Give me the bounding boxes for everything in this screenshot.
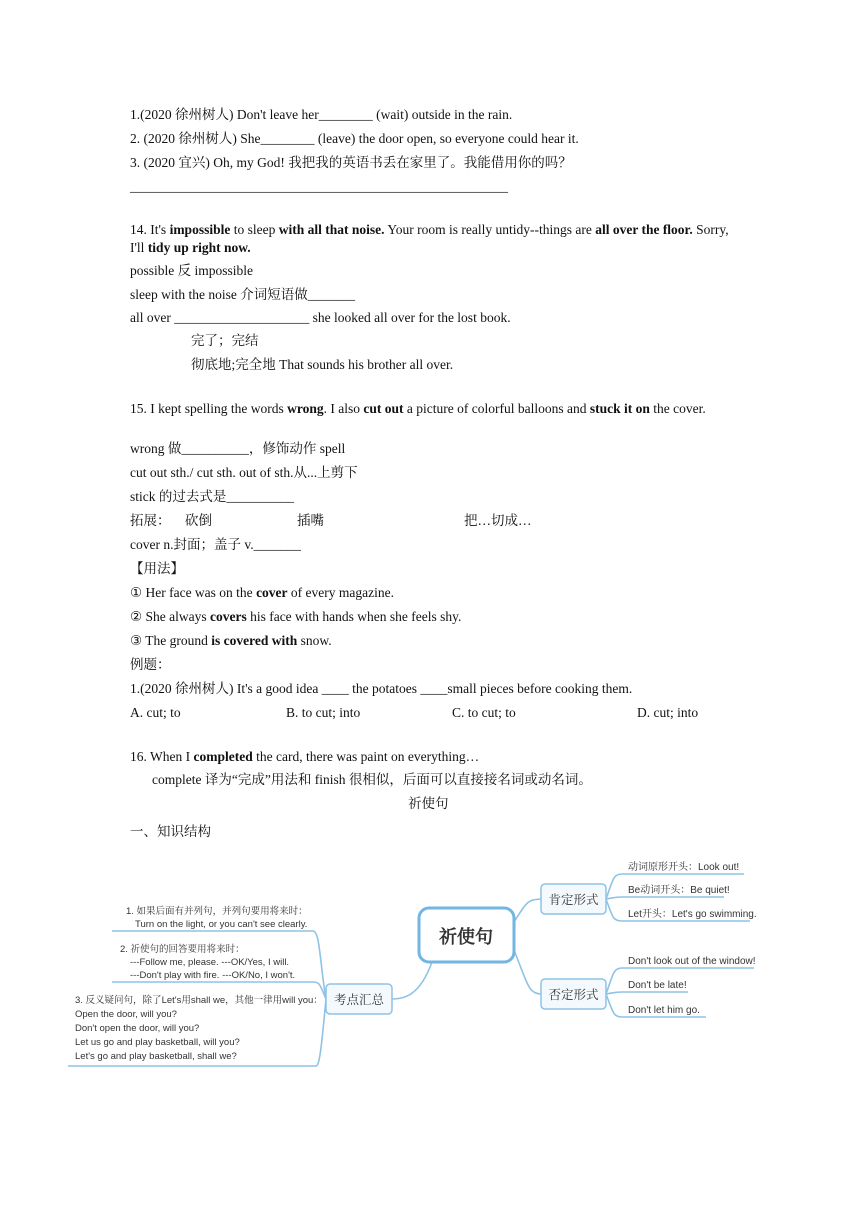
summary-3-example-4: Let's go and play basketball, shall we? [75,1051,237,1062]
option-b: B. to cut; into [286,705,361,720]
usage-3: ③ The ground is covered with snow. [130,633,332,648]
exercise-line-3: 3. (2020 宜兴) Oh, my God! 我把我的英语书丢在家里了。我能借用你的吗？ [130,155,572,170]
summary-3-title: 3. 反义疑问句，除了Let's用shall we，其他一律用will you： [75,995,323,1006]
example-title: 例题： [130,657,171,672]
option-a: A. cut; to [130,705,181,720]
item-15-note-2: cut out sth./ cut sth. out of sth.从...上剪下 [130,465,358,480]
item-16-sentence: 16. When I completed the card, there was paint on everything… [130,749,480,764]
mindmap-positive-leaf-1: 动词原形开头：Look out! [628,862,740,873]
subsection-title: 一、知识结构 [130,824,211,839]
exercise-line-2: 2. (2020 徐州树人) She________ (leave) the door open, so everyone could hear it. [130,131,579,146]
usage-title: 【用法】 [130,561,184,576]
item-14-sentence: 14. It's impossible to sleep with all that noise. Your room is really untidy--things are all over the floor. Sorry, I'll tidy up right now. [130,222,729,255]
summary-2-example-1: ---Follow me, please. ---OK/Yes, I will. [130,957,290,968]
summary-1-example: Turn on the light, or you can't see clearly. [135,919,308,930]
item-15-extension-1: 砍倒 [185,513,212,528]
summary-3-example-3: Let us go and play basketball, will you? [75,1037,240,1048]
summary-3-example-2: Don't open the door, will you? [75,1023,200,1034]
option-d: D. cut; into [637,705,699,720]
summary-2-example-2: ---Don't play with fire. ---OK/No, I won't. [130,970,296,981]
mindmap-negative-leaf-1: Don't look out of the window! [628,956,756,967]
item-15-sentence: 15. I kept spelling the words wrong. I also cut out a picture of colorful balloons and stuck it on the cover. [130,401,706,416]
section-title: 祈使句 [408,796,449,811]
item-14-note-4: 完了；完结 [191,333,259,348]
item-15-extension-label: 拓展： [130,513,171,528]
summary-1-title: 1. 如果后面有并列句，并列句要用将来时： [126,906,308,917]
mindmap-negative-leaf-2: Don't be late! [628,980,687,991]
exercise-line-1: 1.(2020 徐州树人) Don't leave her________ (wait) outside in the rain. [130,107,513,122]
usage-2: ② She always covers his face with hands when she feels shy. [130,609,462,624]
item-15-note-4: cover n.封面；盖子 v._______ [130,537,301,552]
mindmap-negative-label: 否定形式 [548,988,599,1002]
mindmap-summary-label: 考点汇总 [333,993,385,1007]
mindmap-center-label: 祈使句 [439,927,493,947]
summary-3-example-1: Open the door, will you? [75,1009,177,1020]
usage-1: ① Her face was on the cover of every magazine. [130,585,394,600]
item-15-note-3: stick 的过去式是__________ [130,489,294,504]
mindmap-negative-leaf-3: Don't let him go. [628,1005,700,1016]
mindmap-positive-label: 肯定形式 [548,893,599,907]
item-15-note-1: wrong 做__________，修饰动作 spell [130,441,346,456]
mindmap-positive-leaf-2: Be动词开头：Be quiet! [628,885,730,896]
item-15-extension-2: 插嘴 [297,513,324,528]
summary-2-title: 2. 祈使句的回答要用将来时： [120,944,245,955]
item-14-note-1: possible 反 impossible [130,263,254,278]
mindmap-positive-leaf-3: Let开头：Let's go swimming. [628,909,757,920]
option-c: C. to cut; to [452,705,516,720]
item-14-note-2: sleep with the noise 介词短语做_______ [130,287,355,302]
item-15-extension-3: 把…切成… [464,513,532,528]
example-question: 1.(2020 徐州树人) It's a good idea ____ the potatoes ____small pieces before cooking them. [130,681,633,696]
answer-blank-line: ________________________________________________________ [130,179,508,194]
item-16-note: complete 译为“完成”用法和 finish 很相似，后面可以直接接名词或动名词。 [152,772,592,787]
item-14-note-5: 彻底地;完全地 That sounds his brother all over. [191,357,454,372]
item-14-note-3: all over ____________________ she looked all over for the lost book. [130,310,511,325]
